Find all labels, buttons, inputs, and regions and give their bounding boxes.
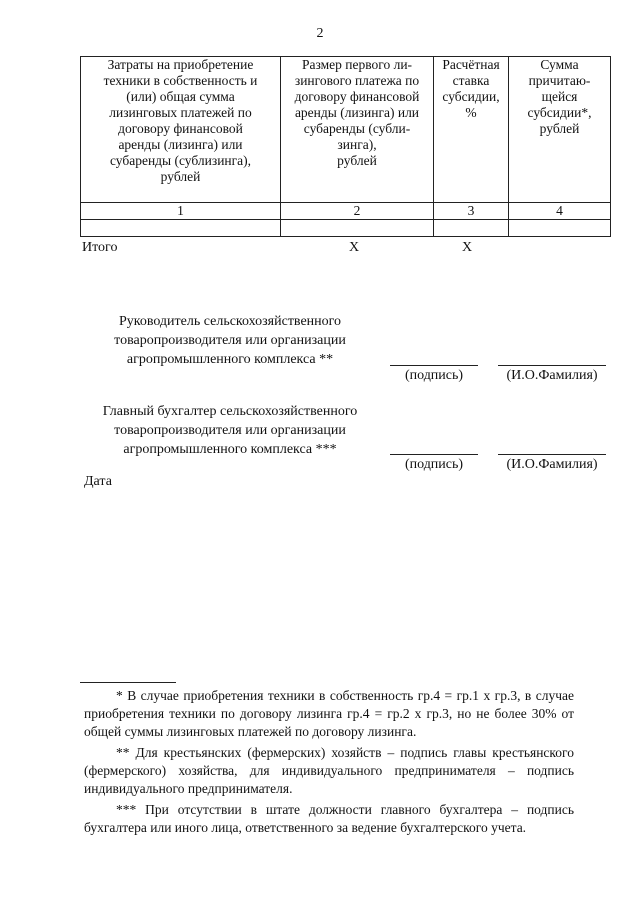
header-line: Затраты на приобретение [107, 57, 254, 72]
header-line: (или) общая сумма [126, 89, 235, 104]
header-line: техники в собственность и [103, 73, 258, 88]
header-line: субсидии*, [527, 105, 592, 120]
footnote-2: ** Для крестьянских (фермерских) хозяйств – подпись главы крестьянского (фермерского) хозяйства, для индивидуального предпринимателя – подпись индивидуального предпринимателя. [84, 745, 574, 796]
footnote-1: * В случае приобретения техники в собственность гр.4 = гр.1 х гр.3, в случае приобретения техники по договору лизинга гр.4 = гр.2 х гр.3, но не более 30% от общей суммы лизинговых платежей по договору лизинга. [84, 688, 574, 739]
accountant-signature-title [80, 402, 380, 459]
footnotes [84, 687, 574, 840]
subsidy-calculation-table [80, 56, 611, 237]
header-line: аренды (лизинга) или [294, 105, 420, 120]
header-line: ставка [452, 73, 490, 88]
column-number: 2 [281, 203, 434, 220]
accountant-signature-line [390, 454, 478, 455]
column-header-rate [434, 57, 509, 203]
title-line: Главный бухгалтер сельскохозяйственного [102, 404, 358, 419]
empty-data-row [81, 220, 611, 237]
header-line: щейся [541, 89, 578, 104]
header-line: Расчётная [442, 57, 500, 72]
title-line: товаропроизводителя или организации [114, 423, 346, 438]
table-header-row [81, 57, 611, 203]
accountant-name-line [498, 454, 606, 455]
header-line: рублей [337, 153, 377, 168]
head-name-line [498, 365, 606, 366]
header-line: причитаю- [528, 73, 591, 88]
header-line: рублей [160, 169, 201, 184]
header-line: % [465, 105, 477, 120]
column-number-row [81, 203, 611, 220]
column-number: 3 [434, 203, 509, 220]
empty-cell [81, 220, 281, 237]
header-line: субаренды (субли- [303, 121, 411, 136]
header-line: Размер первого ли- [301, 57, 413, 72]
head-name-caption: (И.О.Фамилия) [506, 368, 598, 383]
date-label: Дата [84, 474, 112, 489]
column-number: 1 [81, 203, 281, 220]
header-line: зинга), [337, 137, 377, 152]
total-label: Итого [82, 240, 118, 255]
column-header-first-payment [281, 57, 434, 203]
column-header-costs [81, 57, 281, 203]
title-line: агропромышленного комплекса *** [123, 442, 337, 457]
header-line: договору финансовой [294, 89, 420, 104]
page-number: 2 [316, 26, 324, 41]
empty-cell [509, 220, 611, 237]
header-line: договору финансовой [118, 121, 243, 136]
footnote-3: *** При отсутствии в штате должности главного бухгалтера – подпись бухгалтера или иного лица, ответственного за ведение бухгалтерского учета. [84, 802, 574, 835]
total-col3-mark: Х [462, 240, 473, 255]
title-line: товаропроизводителя или организации [114, 333, 346, 348]
header-line: аренды (лизинга) или [118, 137, 243, 152]
total-col2-mark: Х [349, 240, 360, 255]
empty-cell [434, 220, 509, 237]
header-line: субаренды (сублизинга), [109, 153, 252, 168]
head-signature-line [390, 365, 478, 366]
header-line: зингового платежа по [294, 73, 420, 88]
footnote-separator [80, 682, 176, 683]
title-line: Руководитель сельскохозяйственного [118, 314, 342, 329]
head-signature-title [80, 312, 380, 369]
accountant-name-caption: (И.О.Фамилия) [506, 457, 598, 472]
empty-cell [281, 220, 434, 237]
header-line: субсидии, [442, 89, 500, 104]
column-header-subsidy-amount [509, 57, 611, 203]
header-line: Сумма [540, 57, 579, 72]
column-number: 4 [509, 203, 611, 220]
accountant-signature-caption: (подпись) [404, 457, 464, 472]
head-signature-caption: (подпись) [404, 368, 464, 383]
total-row [82, 240, 610, 258]
header-line: рублей [539, 121, 580, 136]
header-line: лизинговых платежей по [109, 105, 252, 120]
title-line: агропромышленного комплекса ** [126, 352, 334, 367]
